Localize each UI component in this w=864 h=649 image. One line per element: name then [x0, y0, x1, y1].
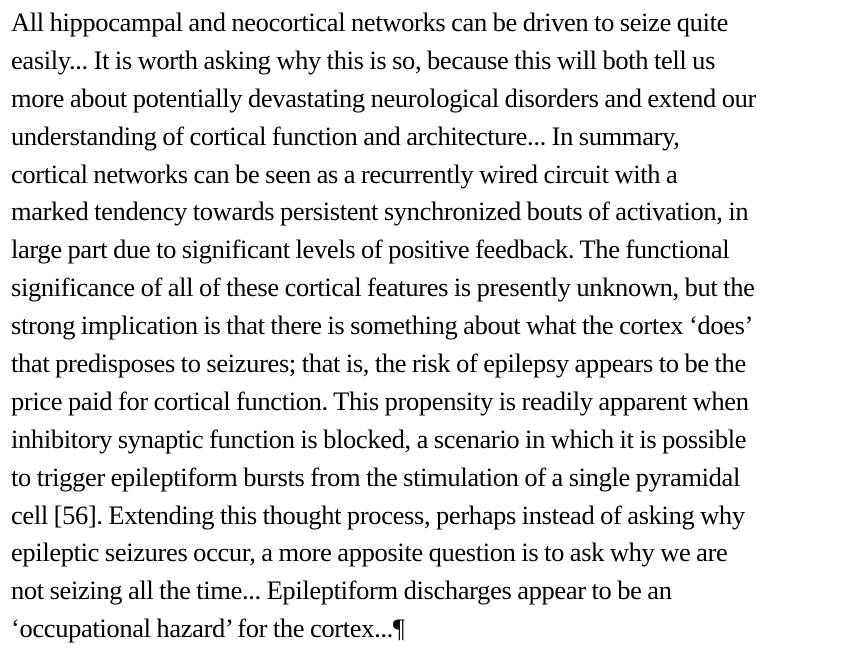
- paragraph-line: marked tendency towards persistent synchronized bouts of activation, in: [11, 196, 749, 227]
- paragraph-line: understanding of cortical function and architecture... In summary,: [11, 120, 680, 151]
- paragraph-line: not seizing all the time... Epileptiform discharges appear to be an: [11, 575, 672, 606]
- paragraph-line: price paid for cortical function. This propensity is readily apparent when: [11, 385, 749, 416]
- paragraph-line: inhibitory synaptic function is blocked, a scenario in which it is possible: [11, 423, 747, 454]
- paragraph-line: cortical networks can be seen as a recurrently wired circuit with a: [11, 158, 678, 189]
- paragraph-line: strong implication is that there is something about what the cortex ‘does’: [11, 310, 754, 341]
- paragraph-line: easily... It is worth asking why this is so, because this will both tell us: [11, 44, 716, 75]
- paragraph-line: large part due to significant levels of positive feedback. The functional: [11, 234, 730, 265]
- paragraph-line: cell [56]. Extending this thought process, perhaps instead of asking why: [11, 499, 745, 530]
- paragraph-line: that predisposes to seizures; that is, the risk of epilepsy appears to be the: [11, 348, 746, 379]
- paragraph-line: significance of all of these cortical features is presently unknown, but the: [11, 272, 755, 303]
- paragraph-line: to trigger epileptiform bursts from the stimulation of a single pyramidal: [11, 461, 740, 492]
- paragraph-line: All hippocampal and neocortical networks can be driven to seize quite: [11, 7, 729, 37]
- paragraph-line: more about potentially devastating neurological disorders and extend our: [11, 82, 756, 113]
- quote-paragraph: [11, 4, 856, 648]
- paragraph-line: ‘occupational hazard’ for the cortex...¶: [11, 613, 405, 644]
- paragraph-line: epileptic seizures occur, a more apposite question is to ask why we are: [11, 537, 728, 568]
